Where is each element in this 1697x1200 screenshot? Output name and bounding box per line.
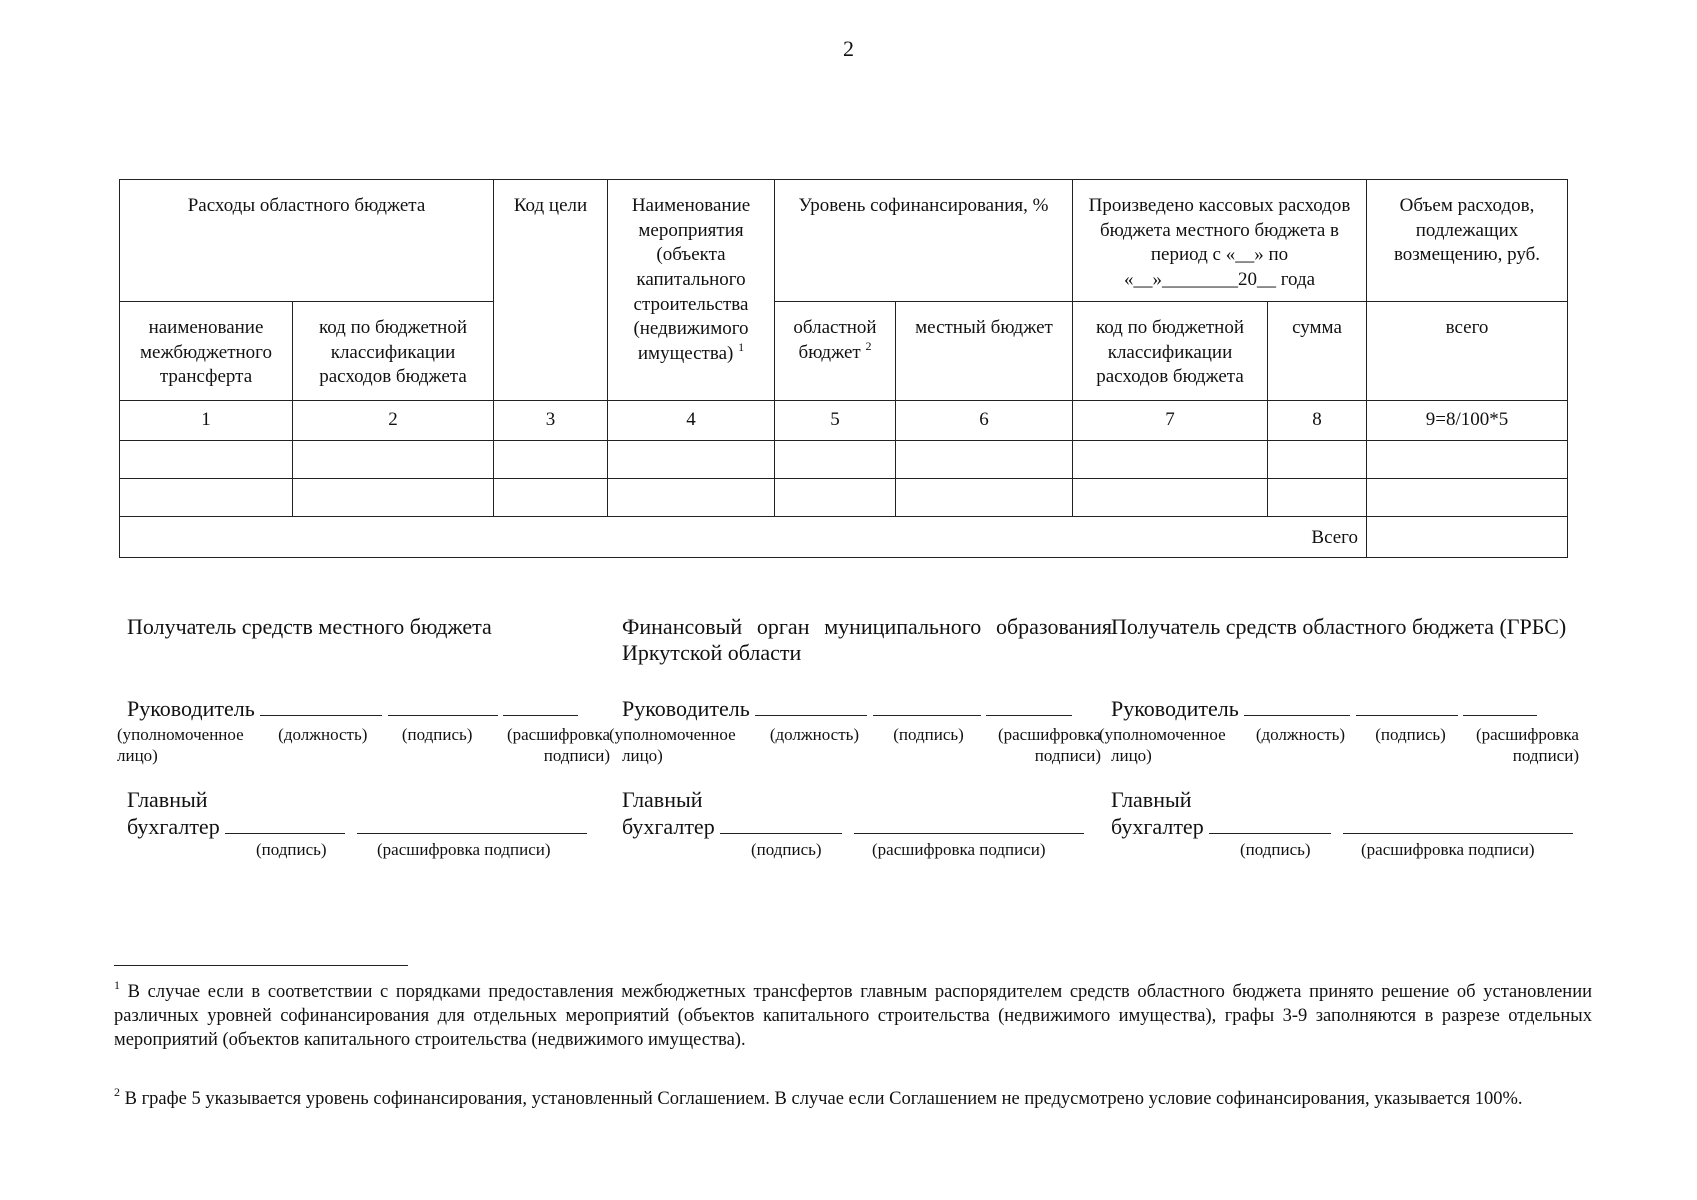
- sub-label: (подпись): [256, 839, 327, 859]
- sub-label: подписи): [1034, 746, 1101, 766]
- column-number: 5: [775, 401, 896, 441]
- sub-label: (расшифровка подписи): [377, 839, 551, 859]
- position-field[interactable]: [755, 696, 867, 716]
- position-field[interactable]: [1244, 696, 1350, 716]
- decode-field[interactable]: [503, 696, 578, 716]
- signature-field[interactable]: [1356, 696, 1458, 716]
- empty-cell[interactable]: [293, 479, 494, 517]
- sub-label: (расшифровка: [506, 725, 610, 744]
- chief-label-2: бухгалтер: [127, 813, 220, 839]
- subheader-local-budget: местный бюджет: [896, 302, 1073, 401]
- decode-field[interactable]: [986, 696, 1072, 716]
- empty-cell[interactable]: [1268, 479, 1367, 517]
- chief-label-2: бухгалтер: [1111, 813, 1204, 839]
- chief-label-1: Главный: [622, 786, 703, 812]
- sub-label: (должность): [278, 725, 368, 744]
- chief-decode-field[interactable]: [1343, 814, 1573, 834]
- footnote-ref-2[interactable]: 2: [865, 338, 872, 353]
- empty-cell[interactable]: [1073, 479, 1268, 517]
- empty-cell[interactable]: [1073, 441, 1268, 479]
- column-number: 8: [1268, 401, 1367, 441]
- sub-label: (расшифровка: [997, 725, 1101, 744]
- column-number: 7: [1073, 401, 1268, 441]
- signature-field[interactable]: [388, 696, 498, 716]
- sub-label: (подпись): [401, 725, 473, 744]
- footnote-mark: 1: [114, 978, 120, 992]
- empty-cell[interactable]: [120, 441, 293, 479]
- footnote-2: [114, 1087, 1592, 1111]
- column-number: 9=8/100*5: [1367, 401, 1568, 441]
- total-value-cell[interactable]: [1367, 517, 1568, 558]
- chief-signature-field[interactable]: [1209, 814, 1331, 834]
- sub-label: подписи): [543, 746, 610, 766]
- head-sub-labels: [1099, 724, 1579, 767]
- signature-block-local: [117, 614, 617, 862]
- signature-field[interactable]: [873, 696, 981, 716]
- signature-title: Получатель средств местного бюджета: [127, 614, 492, 639]
- chief-accountant-block: [127, 787, 617, 862]
- head-label: Руководитель: [1111, 696, 1239, 721]
- subheader-regional-budget: [775, 302, 896, 401]
- sub-label: лицо): [1111, 746, 1152, 766]
- chief-decode-field[interactable]: [357, 814, 587, 834]
- sub-label: (расшифровка: [1475, 725, 1579, 744]
- sub-label: (расшифровка подписи): [1361, 839, 1535, 859]
- empty-cell[interactable]: [775, 441, 896, 479]
- column-number: 3: [494, 401, 608, 441]
- empty-cell[interactable]: [494, 479, 608, 517]
- subheader-sum: сумма: [1268, 302, 1367, 401]
- column-number: 6: [896, 401, 1073, 441]
- subheader-transfer-name: наименование межбюджетного трансферта: [120, 302, 293, 401]
- signature-block-finance: [609, 614, 1112, 862]
- head-label: Руководитель: [622, 696, 750, 721]
- sub-label: (подпись): [893, 725, 964, 744]
- empty-cell[interactable]: [120, 479, 293, 517]
- sub-label: (должность): [769, 725, 860, 744]
- empty-cell[interactable]: [293, 441, 494, 479]
- sub-label: (расшифровка подписи): [872, 839, 1046, 859]
- sub-label: (уполномоченное: [117, 725, 244, 744]
- chief-signature-line: [622, 814, 1112, 840]
- table-row: [120, 479, 1568, 517]
- chief-signature-field[interactable]: [225, 814, 345, 834]
- chief-signature-line: [1111, 814, 1579, 840]
- sub-label: (подпись): [751, 839, 822, 859]
- chief-label-1: Главный: [127, 786, 208, 812]
- chief-signature-field[interactable]: [720, 814, 842, 834]
- subheader-total: всего: [1367, 302, 1568, 401]
- head-signature-line: [127, 696, 617, 722]
- header-expenses: Расходы областного бюджета: [120, 180, 494, 302]
- empty-cell[interactable]: [775, 479, 896, 517]
- chief-label-1: Главный: [1111, 786, 1192, 812]
- header-event-name: [608, 180, 775, 401]
- sub-label: (уполномоченное: [1099, 725, 1226, 744]
- subheader-budget-code: код по бюджетной классификации расходов бюджета: [293, 302, 494, 401]
- decode-field[interactable]: [1463, 696, 1537, 716]
- head-sub-labels: [117, 724, 610, 767]
- empty-cell[interactable]: [608, 479, 775, 517]
- chief-accountant-block: [622, 787, 1112, 862]
- header-reimbursement: Объем расходов, подлежащих возмещению, руб.: [1367, 180, 1568, 302]
- signature-title: Получатель средств областного бюджета (ГРБС): [1111, 614, 1567, 639]
- empty-cell[interactable]: [608, 441, 775, 479]
- head-sub-labels: [609, 724, 1101, 767]
- signature-title: Финансовый орган муниципального образования Иркутской области: [622, 614, 1112, 666]
- sub-label: подписи): [1512, 746, 1579, 766]
- empty-cell[interactable]: [1367, 441, 1568, 479]
- chief-label-2: бухгалтер: [622, 813, 715, 839]
- sub-label: (подпись): [1375, 725, 1446, 744]
- footnote-text: В случае если в соответствии с порядками предоставления межбюджетных трансфертов главным распорядителем средств областного бюджета принято решение об установлении различных уровней софинансирования для отдельных мероприятий (объектов капитального строительства (недвижимого имущества), графы 3-9 заполняются в разрезе отдельных мероприятий (объектов капитального строительства (недвижимого имущества).: [114, 982, 1593, 1051]
- page-number: 2: [843, 36, 854, 61]
- header-event-name-text: Наименование мероприятия (объекта капитального строительства (недвижимого имущества): [631, 195, 751, 365]
- position-field[interactable]: [260, 696, 382, 716]
- table-row: [120, 441, 1568, 479]
- subheader-regional-budget-text: областной бюджет: [793, 317, 877, 363]
- header-cofinancing: Уровень софинансирования, %: [775, 180, 1073, 302]
- head-signature-line: [1111, 696, 1579, 722]
- empty-cell[interactable]: [494, 441, 608, 479]
- column-number: 4: [608, 401, 775, 441]
- chief-sub-labels: [127, 840, 617, 862]
- head-label: Руководитель: [127, 696, 255, 721]
- header-cash-expenses: Произведено кассовых расходов бюджета местного бюджета в период с «__» по «__»________20__ года: [1073, 180, 1367, 302]
- sub-label: (должность): [1255, 725, 1346, 744]
- signature-block-regional: [1099, 614, 1579, 862]
- empty-cell[interactable]: [896, 441, 1073, 479]
- sub-label: (уполномоченное: [609, 725, 736, 744]
- column-number: 2: [293, 401, 494, 441]
- chief-sub-labels: [622, 840, 1112, 862]
- chief-decode-field[interactable]: [854, 814, 1084, 834]
- footnote-ref-1[interactable]: 1: [738, 340, 745, 355]
- head-signature-line: [622, 696, 1112, 722]
- subheader-budget-code-2: код по бюджетной классификации расходов бюджета: [1073, 302, 1268, 401]
- footnote-mark: 2: [114, 1085, 120, 1099]
- header-goal-code: Код цели: [494, 180, 608, 401]
- empty-cell[interactable]: [1367, 479, 1568, 517]
- footnote-text: В графе 5 указывается уровень софинансирования, установленный Соглашением. В случае если Соглашением не предусмотрено условие софинансирования, указывается 100%.: [124, 1089, 1523, 1109]
- sub-label: (подпись): [1240, 839, 1311, 859]
- sub-label: лицо): [117, 746, 158, 766]
- footnote-separator: [114, 965, 408, 966]
- sub-label: лицо): [622, 746, 663, 766]
- chief-signature-line: [127, 814, 617, 840]
- empty-cell[interactable]: [1268, 441, 1367, 479]
- chief-accountant-block: [1111, 787, 1579, 862]
- chief-sub-labels: [1111, 840, 1579, 862]
- footnote-1: [114, 980, 1592, 1052]
- empty-cell[interactable]: [896, 479, 1073, 517]
- column-number: 1: [120, 401, 293, 441]
- expenses-report-table: [119, 179, 1568, 558]
- total-label: Всего: [120, 517, 1367, 558]
